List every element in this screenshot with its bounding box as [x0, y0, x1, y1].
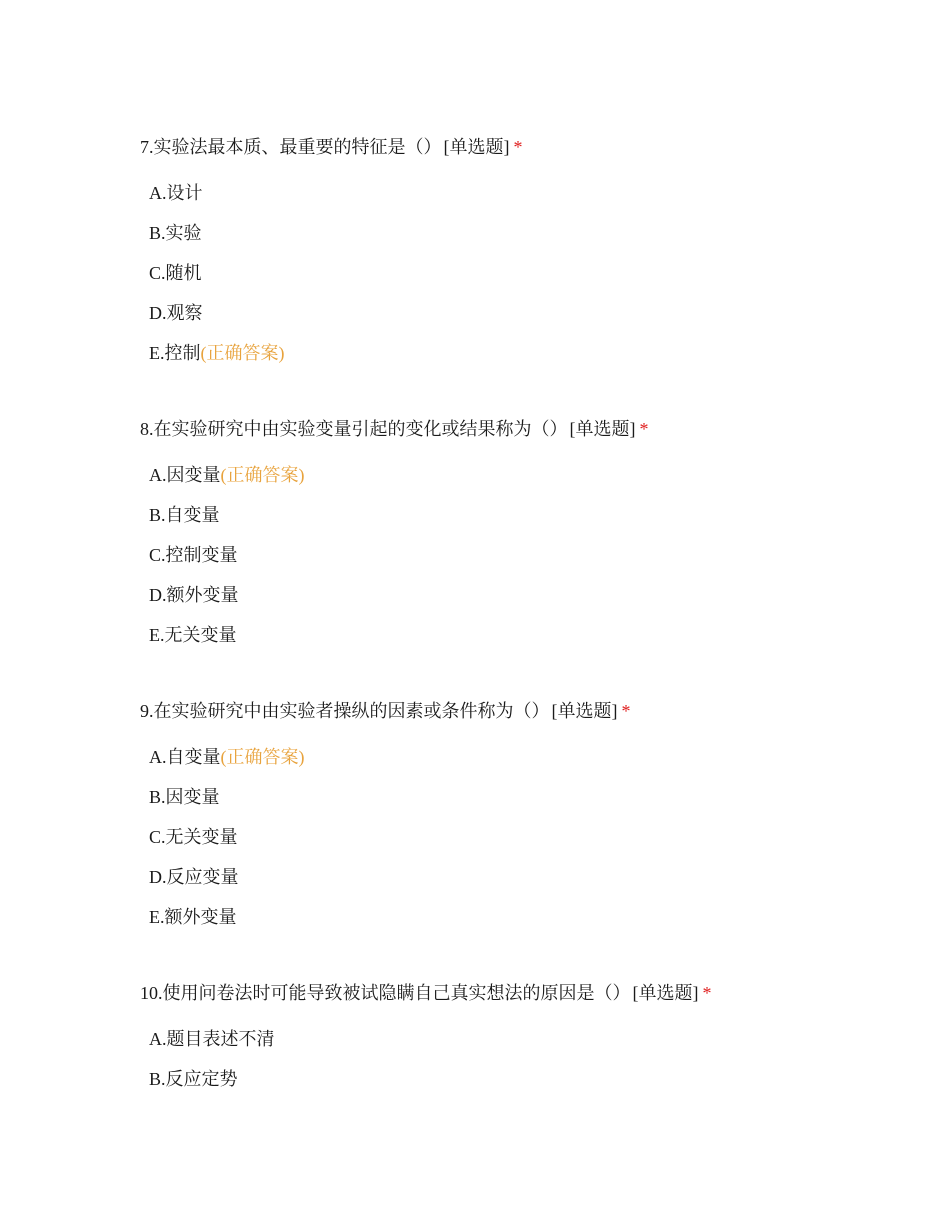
option-b [149, 503, 900, 527]
required-mark: * [702, 983, 712, 1003]
question-7 [140, 135, 900, 381]
question-title [140, 981, 900, 1005]
option-text: B.反应定势 [149, 1069, 238, 1089]
option-text: B.因变量 [149, 787, 220, 807]
option-text: A.因变量 [149, 465, 221, 485]
correct-answer-note: (正确答案) [200, 343, 285, 363]
question-text: 9.在实验研究中由实验者操纵的因素或条件称为（） [140, 701, 550, 721]
option-d [149, 865, 900, 889]
required-mark: * [513, 137, 523, 157]
option-a [149, 463, 900, 487]
option-list [140, 463, 900, 647]
option-list [140, 1027, 900, 1091]
option-b [149, 221, 900, 245]
option-text: A.题目表述不清 [149, 1029, 275, 1049]
question-8 [140, 417, 900, 663]
option-text: C.控制变量 [149, 545, 238, 565]
question-text: 7.实验法最本质、最重要的特征是（） [140, 137, 442, 157]
option-text: E.控制 [149, 343, 201, 363]
option-text: C.无关变量 [149, 827, 238, 847]
option-text: E.无关变量 [149, 625, 237, 645]
question-10 [140, 981, 900, 1107]
option-text: D.反应变量 [149, 867, 239, 887]
option-c [149, 543, 900, 567]
question-text: 8.在实验研究中由实验变量引起的变化或结果称为（） [140, 419, 568, 439]
option-text: E.额外变量 [149, 907, 237, 927]
option-d [149, 583, 900, 607]
question-title [140, 135, 900, 159]
option-a [149, 745, 900, 769]
option-c [149, 825, 900, 849]
option-text: A.设计 [149, 183, 203, 203]
option-e [149, 623, 900, 647]
option-b [149, 1067, 900, 1091]
required-mark: * [621, 701, 631, 721]
option-list [140, 181, 900, 365]
option-text: D.观察 [149, 303, 203, 323]
option-a [149, 1027, 900, 1051]
option-text: B.自变量 [149, 505, 220, 525]
required-mark: * [639, 419, 649, 439]
correct-answer-note: (正确答案) [220, 465, 305, 485]
question-title [140, 417, 900, 441]
option-text: D.额外变量 [149, 585, 239, 605]
question-type: [单选题] [569, 419, 636, 439]
question-9 [140, 699, 900, 945]
option-e [149, 341, 900, 365]
question-type: [单选题] [551, 701, 618, 721]
option-e [149, 905, 900, 929]
option-a [149, 181, 900, 205]
option-list [140, 745, 900, 929]
question-text: 10.使用问卷法时可能导致被试隐瞒自己真实想法的原因是（） [140, 983, 631, 1003]
option-d [149, 301, 900, 325]
option-b [149, 785, 900, 809]
option-text: A.自变量 [149, 747, 221, 767]
question-title [140, 699, 900, 723]
question-type: [单选题] [443, 137, 510, 157]
option-text: B.实验 [149, 223, 202, 243]
correct-answer-note: (正确答案) [220, 747, 305, 767]
question-type: [单选题] [632, 983, 699, 1003]
option-c [149, 261, 900, 285]
option-text: C.随机 [149, 263, 202, 283]
